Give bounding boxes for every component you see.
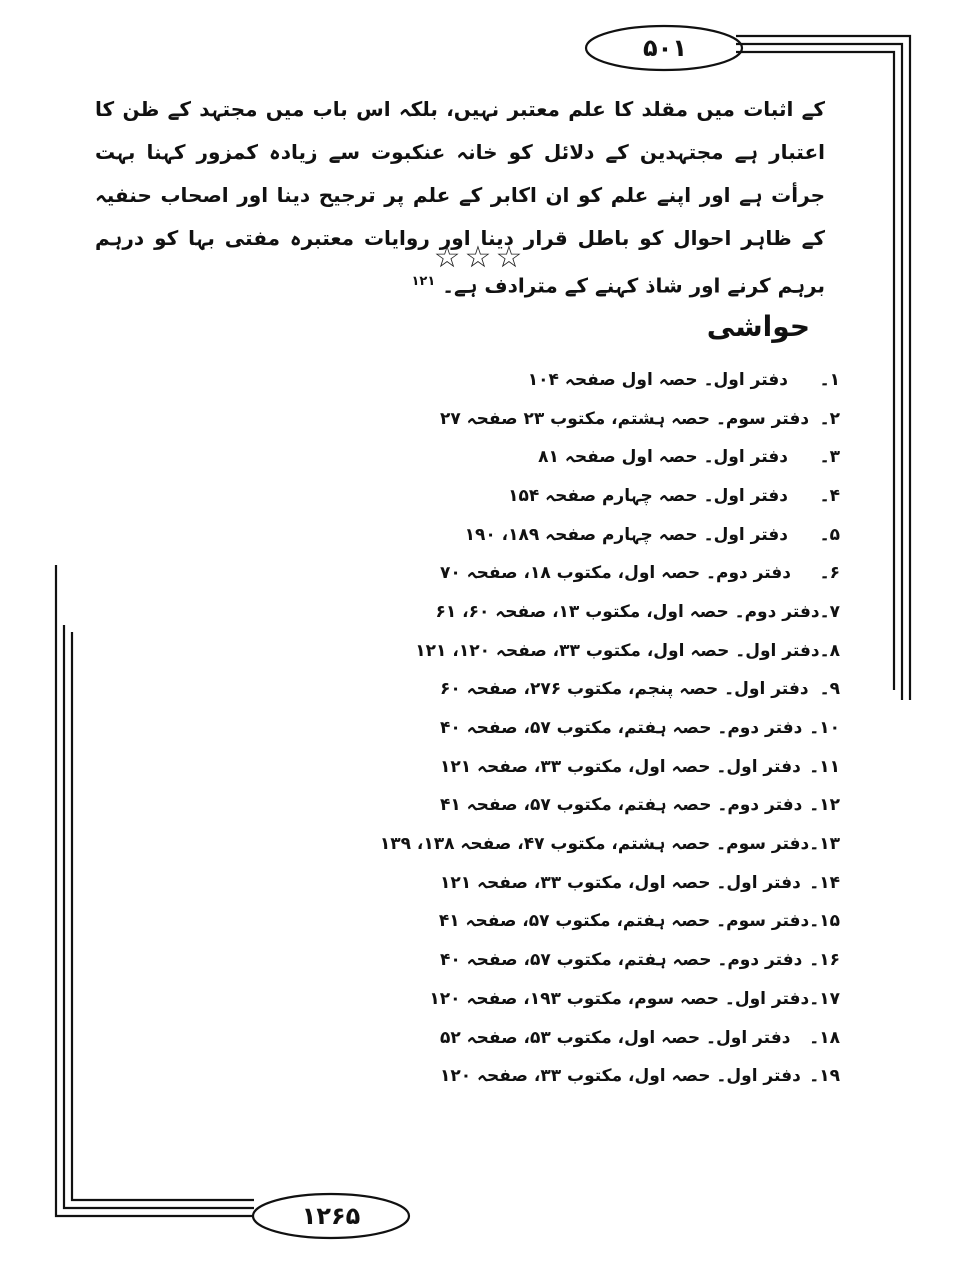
note-item [440,399,840,438]
note-text: دفتر اول۔ حصہ اول، مکتوب ۵۳، صفحہ ۵۲ [440,1027,791,1048]
note-text: دفتر اول۔ حصہ سوم، مکتوب ۱۹۳، صفحہ ۱۲۰ [429,988,810,1009]
note-number: ۴۔ [819,485,840,506]
note-item [440,360,840,399]
note-item [440,553,840,592]
note-text: دفتر اول۔ حصہ اول، مکتوب ۳۳، صفحہ ۱۲۰ [440,1066,801,1087]
note-text: دفتر سوم۔ حصہ ہشتم، مکتوب ۲۳ صفحہ ۲۷ [440,408,810,429]
note-item [440,476,840,515]
note-number: ۶۔ [819,563,840,584]
notes-heading: حواشی [706,310,810,343]
note-item [429,979,840,1018]
note-number: ۷۔ [819,601,840,622]
note-text: دفتر دوم۔ حصہ اول، مکتوب ۱۸، صفحہ ۷۰ [440,563,792,584]
note-number: ۱۵۔ [809,911,840,932]
note-text: دفتر سوم۔ حصہ ہشتم، مکتوب ۴۷، صفحہ ۱۳۸، ۱۳۹ [379,834,810,855]
notes-list [379,360,840,1095]
note-item [440,708,840,747]
note-number: ۱۴۔ [809,872,840,893]
note-item [440,940,840,979]
note-number: ۱۱۔ [809,756,840,777]
note-item [440,1056,840,1095]
note-number: ۲۔ [819,408,840,429]
note-number: ۹۔ [819,679,840,700]
note-text: دفتر اول۔ حصہ اول، مکتوب ۳۳، صفحہ ۱۲۱ [440,756,801,777]
note-text: دفتر اول۔ حصہ چہارم صفحہ ۱۸۹، ۱۹۰ [464,524,788,545]
note-number: ۱۳۔ [809,834,840,855]
note-item [440,863,840,902]
note-number: ۸۔ [819,640,840,661]
note-item [435,592,840,631]
section-separator: ☆☆☆ [433,240,527,275]
header-page-number: ۵۰۱ [643,34,687,62]
note-number: ۱۔ [819,369,840,390]
note-item [440,786,840,825]
note-number: ۳۔ [819,447,840,468]
note-number: ۱۶۔ [809,950,840,971]
footer-page-number: ۱۲۶۵ [301,1202,361,1230]
note-item [379,824,840,863]
note-item [440,437,840,476]
note-text: دفتر اول۔ حصہ اول صفحہ ۸۱ [538,447,788,468]
note-number: ۱۰۔ [809,718,840,739]
note-number: ۵۔ [819,524,840,545]
paragraph-text: کے اثبات میں مقلد کا علم معتبر نہیں، بلکہ اس باب میں مجتہد کے ظن کا اعتبار ہے مجتہدین کے دلائل کو خانہ عنکبوت سے زیادہ کمزور کہنا بہت جرأت ہے اور اپنے علم کو ان اکابر کے علم پر ترجیح دینا اور اصحاب حنفیہ کے ظاہر احوال کو باطل قرار دینا اور روایات معتبرہ مفتی بہا کو درہم برہم کرنے اور شاذ کہنے کے مترادف ہے۔ [95,97,825,298]
note-item [440,670,840,709]
note-item [440,747,840,786]
note-text: دفتر اول۔ حصہ اول، مکتوب ۳۳، صفحہ ۱۲۰، ۱۲۱ [415,640,820,661]
note-text: دفتر اول۔ حصہ اول صفحہ ۱۰۴ [527,369,788,390]
note-text: دفتر سوم۔ حصہ ہفتم، مکتوب ۵۷، صفحہ ۴۱ [438,911,810,932]
note-text: دفتر دوم۔ حصہ ہفتم، مکتوب ۵۷، صفحہ ۴۱ [440,795,803,816]
footnote-reference: ۱۲۱ [411,274,436,289]
note-text: دفتر اول۔ حصہ چہارم صفحہ ۱۵۴ [508,485,788,506]
note-number: ۱۷۔ [809,988,840,1009]
note-text: دفتر اول۔ حصہ پنجم، مکتوب ۲۷۶، صفحہ ۶۰ [440,679,809,700]
note-text: دفتر اول۔ حصہ اول، مکتوب ۳۳، صفحہ ۱۲۱ [440,872,801,893]
note-number: ۱۹۔ [809,1066,840,1087]
note-text: دفتر دوم۔ حصہ اول، مکتوب ۱۳، صفحہ ۶۰، ۶۱ [435,601,820,622]
note-number: ۱۲۔ [809,795,840,816]
note-text: دفتر دوم۔ حصہ ہفتم، مکتوب ۵۷، صفحہ ۴۰ [440,718,803,739]
note-item [440,1018,840,1057]
note-item [440,515,840,554]
note-item [440,902,840,941]
note-text: دفتر دوم۔ حصہ ہفتم، مکتوب ۵۷، صفحہ ۴۰ [440,950,803,971]
note-item [415,631,840,670]
note-number: ۱۸۔ [809,1027,840,1048]
